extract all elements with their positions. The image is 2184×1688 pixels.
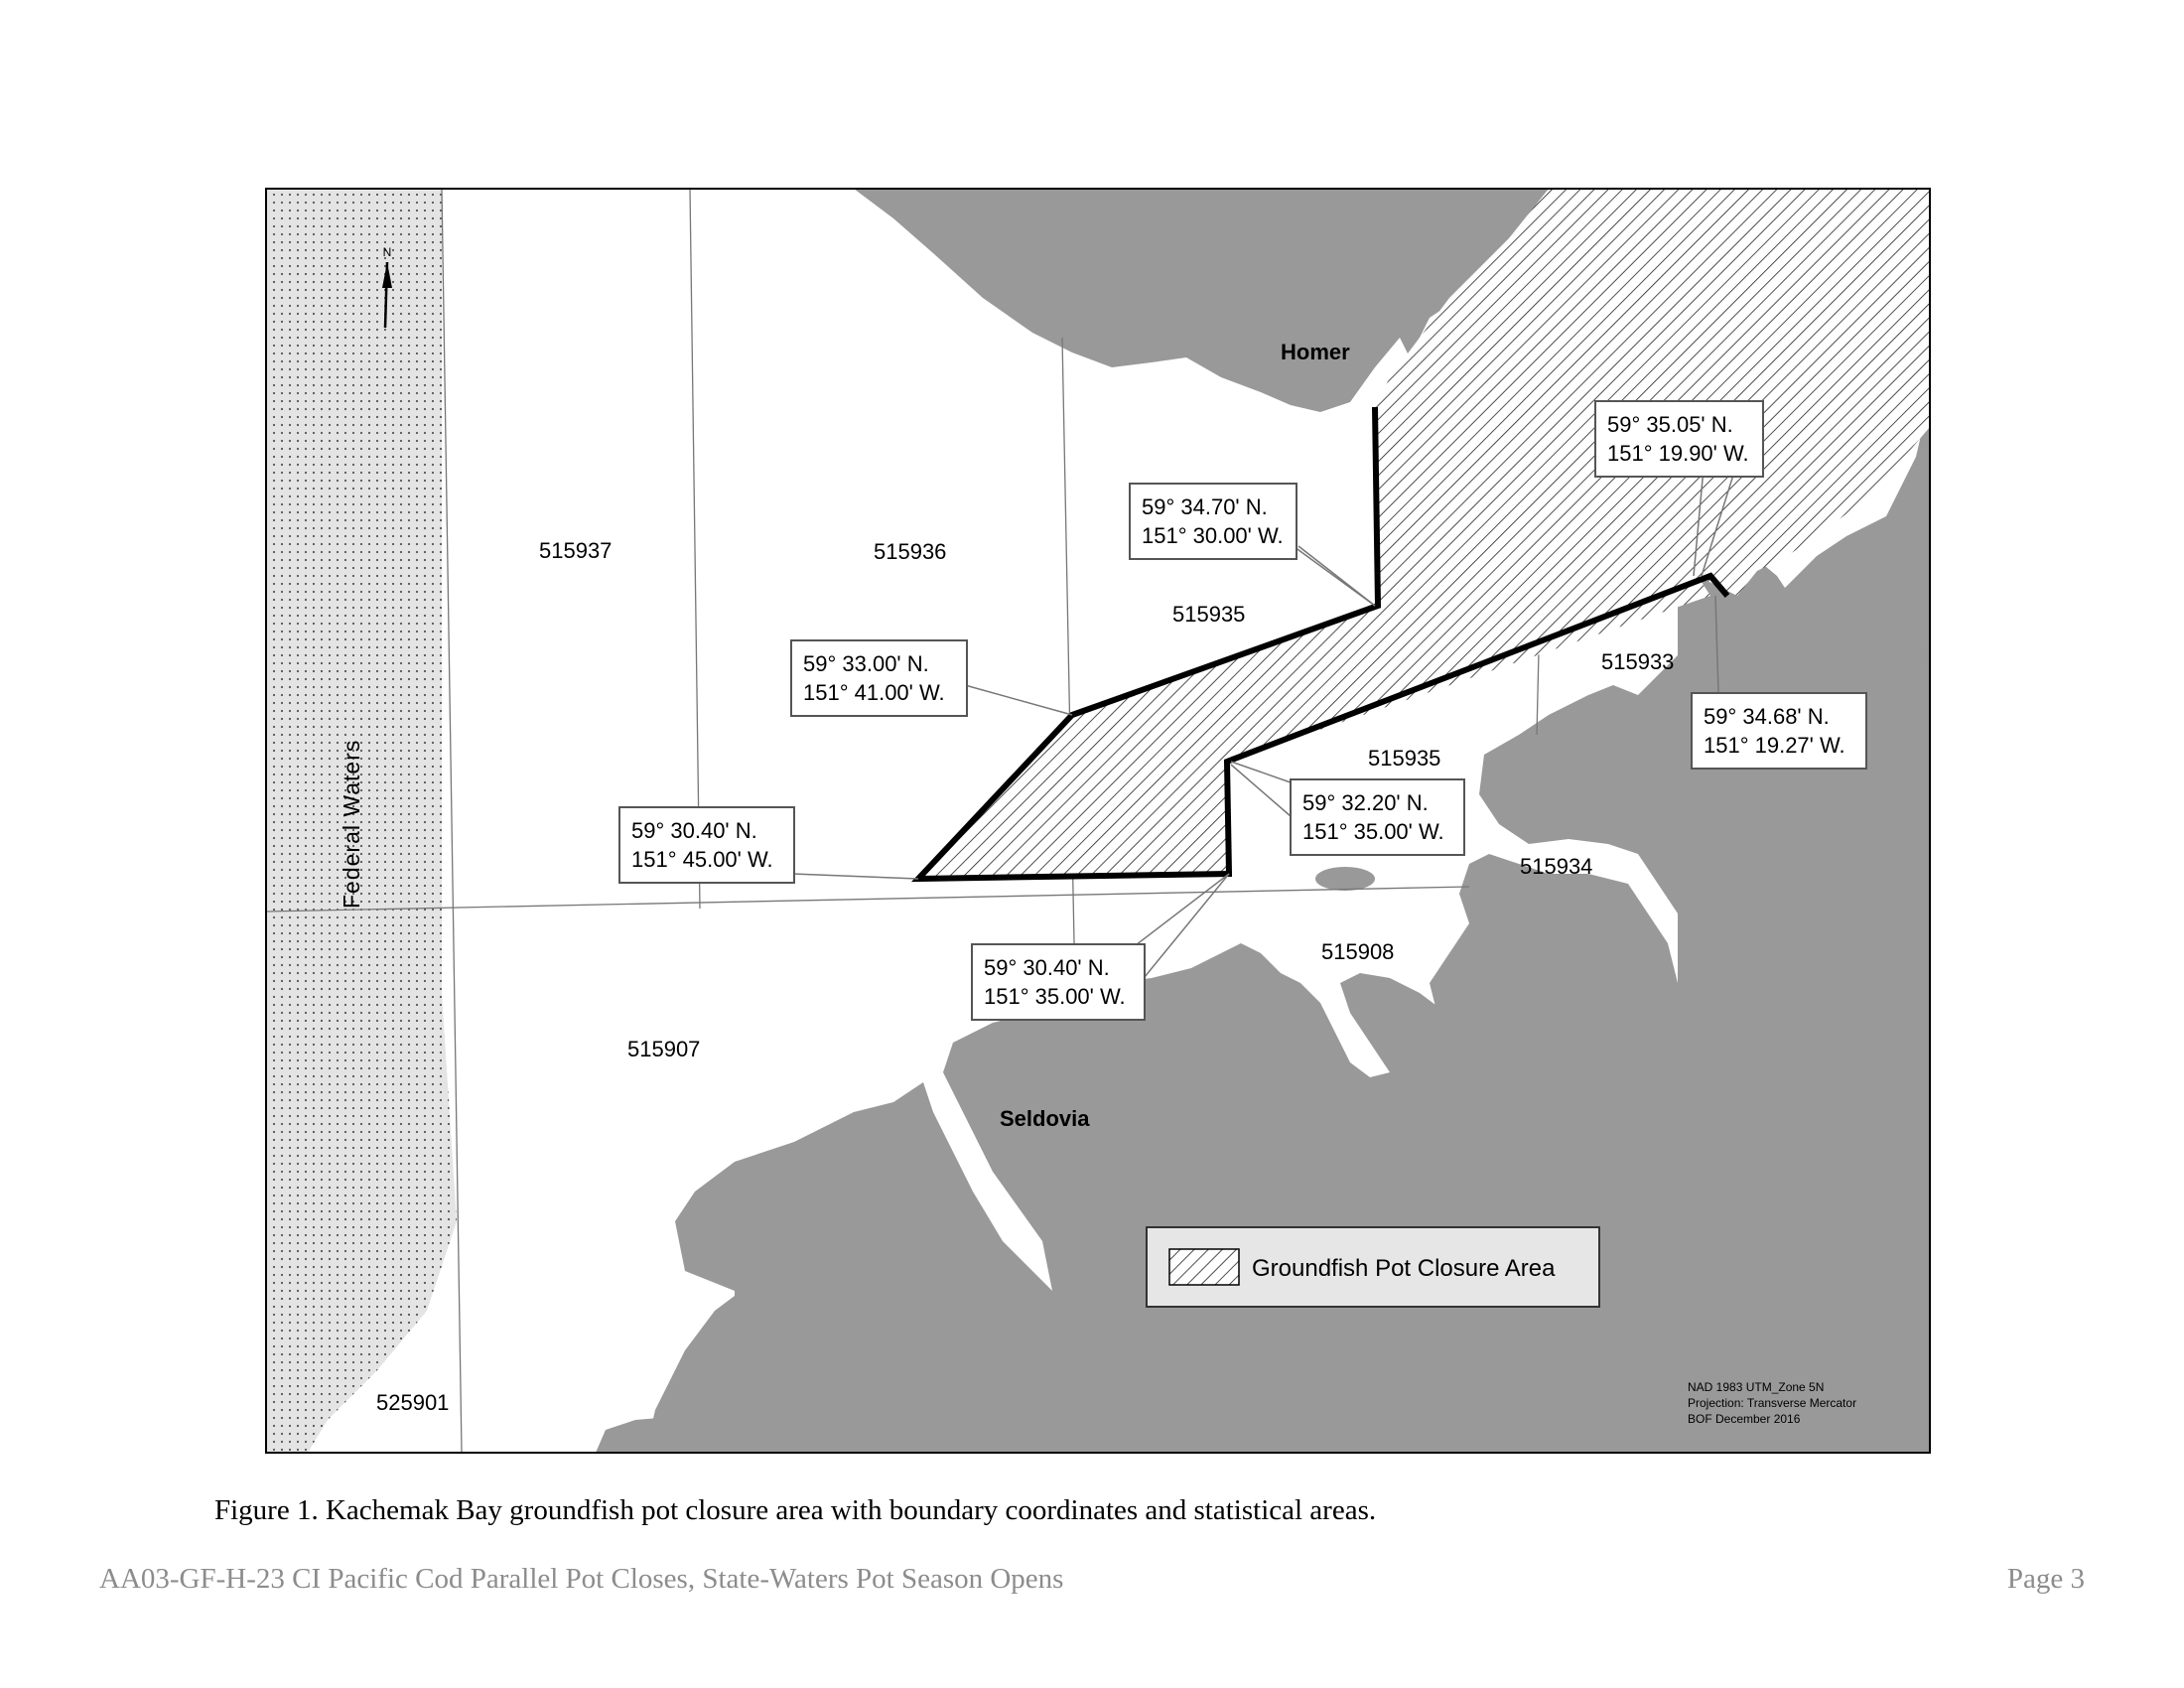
federal-waters-label: Federal Waters xyxy=(339,739,364,909)
stat-area-515937: 515937 xyxy=(539,538,613,563)
coord-lon: 151° 30.00' W. xyxy=(1142,523,1284,548)
projection-line-3: BOF December 2016 xyxy=(1688,1412,1801,1426)
stat-area-515934: 515934 xyxy=(1520,854,1593,879)
town-homer: Homer xyxy=(1281,340,1350,364)
stat-area-515935-south: 515935 xyxy=(1368,746,1441,771)
projection-line-2: Projection: Transverse Mercator xyxy=(1688,1396,1857,1410)
coord-lon: 151° 41.00' W. xyxy=(803,680,945,705)
coord-box-3 xyxy=(791,640,967,716)
stat-area-515933: 515933 xyxy=(1601,649,1675,674)
coord-lon: 151° 19.27' W. xyxy=(1704,733,1845,758)
coord-lat: 59° 32.20' N. xyxy=(1302,790,1429,815)
town-seldovia: Seldovia xyxy=(1000,1106,1090,1131)
legend-label: Groundfish Pot Closure Area xyxy=(1252,1255,1556,1282)
coord-lat: 59° 34.70' N. xyxy=(1142,494,1268,519)
coord-box-5 xyxy=(1291,779,1464,855)
stat-area-515908: 515908 xyxy=(1321,939,1395,964)
coord-lat: 59° 33.00' N. xyxy=(803,651,929,676)
coord-lon: 151° 19.90' W. xyxy=(1607,441,1749,466)
coord-lon: 151° 45.00' W. xyxy=(631,847,773,872)
north-label: N xyxy=(382,245,392,259)
coord-lat: 59° 35.05' N. xyxy=(1607,412,1733,437)
footer-document-title: AA03-GF-H-23 CI Pacific Cod Parallel Pot Closes, State-Waters Pot Season Opens xyxy=(99,1563,1064,1595)
map-legend xyxy=(1147,1227,1599,1307)
coord-lon: 151° 35.00' W. xyxy=(1302,819,1444,844)
coord-box-7 xyxy=(972,944,1145,1020)
coord-box-6 xyxy=(619,807,794,883)
small-island xyxy=(1315,867,1375,891)
coord-box-1 xyxy=(1130,484,1297,559)
coord-lat: 59° 30.40' N. xyxy=(631,818,757,843)
legend-hatch-swatch xyxy=(1169,1249,1239,1285)
coord-lat: 59° 30.40' N. xyxy=(984,955,1110,980)
coord-lon: 151° 35.00' W. xyxy=(984,984,1126,1009)
stat-area-515935-north: 515935 xyxy=(1172,602,1246,627)
coord-box-2 xyxy=(1595,401,1763,477)
figure-caption: Figure 1. Kachemak Bay groundfish pot closure area with boundary coordinates and statistical areas. xyxy=(214,1494,1377,1526)
footer-page-number: Page 3 xyxy=(2006,1563,2085,1595)
stat-area-515907: 515907 xyxy=(627,1037,701,1061)
coord-box-4 xyxy=(1692,693,1866,769)
stat-area-525901: 525901 xyxy=(376,1390,450,1415)
projection-line-1: NAD 1983 UTM_Zone 5N xyxy=(1688,1380,1825,1394)
stat-area-515936: 515936 xyxy=(874,539,947,564)
coord-lat: 59° 34.68' N. xyxy=(1704,704,1830,729)
